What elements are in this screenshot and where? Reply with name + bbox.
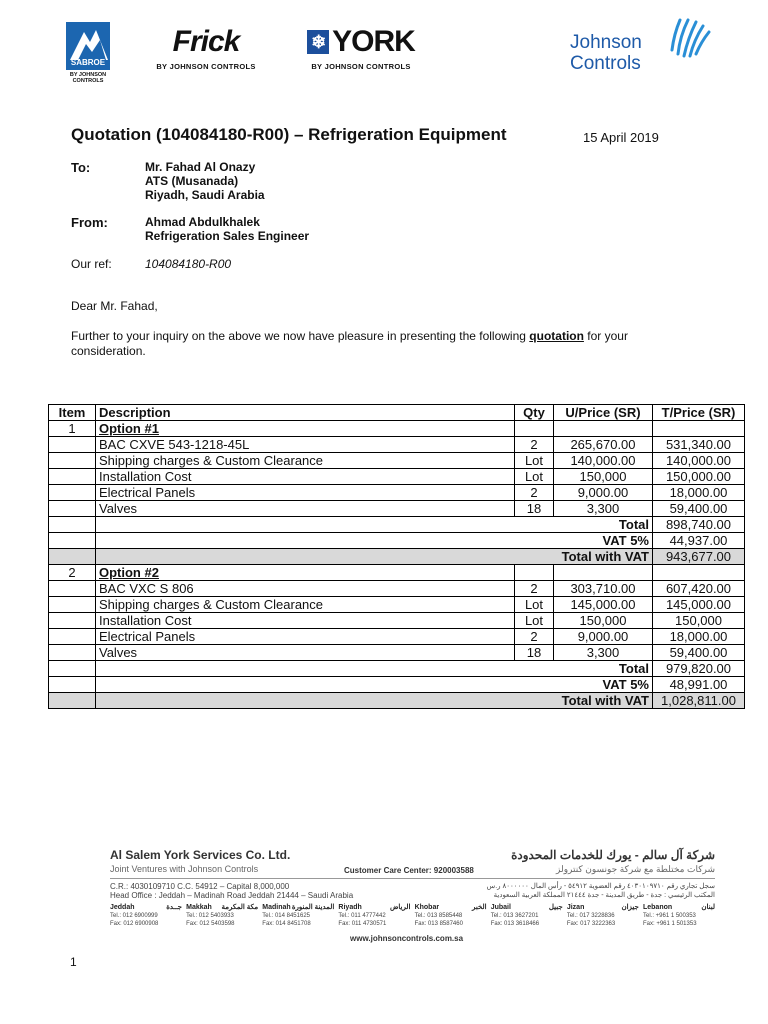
sabroe-word: SABROE xyxy=(70,58,106,67)
branch-jubail xyxy=(491,904,563,928)
subtotal-value: 979,820.00 xyxy=(653,661,745,677)
footer-cr-arabic: سجل تجاري رقم ٤٠٣٠١٠٩٧١٠ رقم العضوية ٥٤٩١٢ - رأس المال ٨٠٠٠٠٠٠ ر.س xyxy=(486,883,715,890)
to-line: Riyadh, Saudi Arabia xyxy=(145,188,265,202)
footer-jv-arabic: شركات مختلطة مع شركة جونسون كنترولز xyxy=(555,864,715,874)
row-description: Shipping charges & Custom Clearance xyxy=(96,453,515,469)
row-description: Electrical Panels xyxy=(96,629,515,645)
table-row xyxy=(49,581,745,597)
frick-sub: BY JOHNSON CONTROLS xyxy=(156,62,256,71)
intro-emphasis: quotation xyxy=(529,329,584,343)
row-qty: 2 xyxy=(515,437,554,453)
to-label: To: xyxy=(71,160,91,175)
snowflake-icon: ❄ xyxy=(307,30,329,54)
table-row xyxy=(49,469,745,485)
grand-total-row xyxy=(49,549,745,565)
vat-value: 44,937.00 xyxy=(653,533,745,549)
page-number: 1 xyxy=(70,955,77,969)
quotation-title: Quotation (104084180-R00) – Refrigeration Equipment xyxy=(71,125,507,144)
subtotal-row xyxy=(49,517,745,533)
branch-fax: Fax: 012 6900908 xyxy=(110,921,159,927)
row-qty: Lot xyxy=(515,453,554,469)
branch-tel: Tel.: 011 4777442 xyxy=(338,913,386,919)
footer-website-link[interactable]: www.johnsoncontrols.com.sa xyxy=(350,934,464,943)
row-total-price: 531,340.00 xyxy=(653,437,745,453)
footer-jv: Joint Ventures with Johnson Controls xyxy=(110,864,259,874)
footer-branches xyxy=(110,904,715,928)
row-qty: 18 xyxy=(515,645,554,661)
table-row xyxy=(49,501,745,517)
from-line: Ahmad Abdulkhalek xyxy=(145,215,260,229)
york-logo xyxy=(296,26,426,71)
branch-name-arabic: لبنان xyxy=(701,904,715,911)
col-total-price: T/Price (SR) xyxy=(653,405,745,421)
to-line: ATS (Musanada) xyxy=(145,174,239,188)
branch-tel: Tel.: +961 1 500353 xyxy=(642,913,696,919)
item-number: 2 xyxy=(49,565,96,581)
branch-fax: Fax: 013 3618466 xyxy=(490,921,540,927)
table-row xyxy=(49,613,745,629)
row-total-price: 18,000.00 xyxy=(653,485,745,501)
grand-total-value: 943,677.00 xyxy=(653,549,745,565)
vat-label: VAT 5% xyxy=(96,533,653,549)
salutation: Dear Mr. Fahad, xyxy=(71,299,158,313)
our-ref-label: Our ref: xyxy=(71,257,112,271)
row-description: Installation Cost xyxy=(96,613,515,629)
branch-name: Khobar xyxy=(414,904,440,911)
frick-name: Frick xyxy=(172,25,240,58)
row-unit-price: 150,000 xyxy=(554,613,653,629)
row-unit-price: 145,000.00 xyxy=(554,597,653,613)
table-row xyxy=(49,485,745,501)
row-unit-price: 3,300 xyxy=(554,645,653,661)
to-line: Mr. Fahad Al Onazy xyxy=(145,160,256,174)
row-total-price: 59,400.00 xyxy=(653,645,745,661)
branch-khobar xyxy=(415,904,487,928)
row-unit-price: 303,710.00 xyxy=(554,581,653,597)
york-sub: BY JOHNSON CONTROLS xyxy=(311,62,411,71)
branch-madinah xyxy=(262,904,334,928)
row-qty: 2 xyxy=(515,485,554,501)
branch-tel: Tel.: 014 8451625 xyxy=(262,913,310,919)
table-row xyxy=(49,437,745,453)
our-ref-value: 104084180-R00 xyxy=(145,257,232,271)
row-total-price: 145,000.00 xyxy=(653,597,745,613)
row-description: Valves xyxy=(96,501,515,517)
option-row xyxy=(49,565,745,581)
branch-name-arabic: المدينة المنورة xyxy=(291,904,335,911)
row-qty: Lot xyxy=(515,613,554,629)
option-row xyxy=(49,421,745,437)
branch-riyadh xyxy=(338,904,410,928)
quotation-table xyxy=(48,404,745,709)
footer-head-office-arabic: المكتب الرئيسي : جدة - طريق المدينة - جدة ٢١٤٤٤ المملكة العربية السعودية xyxy=(493,892,715,899)
col-unit-price: U/Price (SR) xyxy=(554,405,653,421)
option-title: Option #1 xyxy=(96,421,515,437)
branch-tel: Tel.: 013 8585448 xyxy=(414,913,463,919)
row-description: Valves xyxy=(96,645,515,661)
row-qty: 2 xyxy=(515,581,554,597)
sabroe-sub: BY JOHNSON CONTROLS xyxy=(69,72,107,84)
footer-company-arabic: شركة آل سالم - يورك للخدمات المحدودة xyxy=(511,848,715,862)
branch-name-arabic: جبيل xyxy=(548,904,563,911)
sabroe-logo xyxy=(66,22,110,90)
row-qty: 18 xyxy=(515,501,554,517)
branch-tel: Tel.: 012 6900999 xyxy=(110,913,158,919)
branch-name: Jizan xyxy=(566,904,585,911)
row-qty: Lot xyxy=(515,469,554,485)
table-row xyxy=(49,645,745,661)
row-qty: Lot xyxy=(515,597,554,613)
footer-company: Al Salem York Services Co. Ltd. xyxy=(110,848,291,862)
branch-jizan xyxy=(567,904,639,928)
row-unit-price: 140,000.00 xyxy=(554,453,653,469)
row-unit-price: 3,300 xyxy=(554,501,653,517)
jci-line1: Johnson xyxy=(570,32,642,53)
option-title: Option #2 xyxy=(96,565,515,581)
intro-before: Further to your inquiry on the above we now have pleasure in presenting the following xyxy=(71,329,530,343)
branch-fax: Fax: 012 5403598 xyxy=(186,921,235,927)
vat-label: VAT 5% xyxy=(96,677,653,693)
item-number: 1 xyxy=(49,421,96,437)
footer-cr: C.R.: 4030109710 C.C. 54912 – Capital 8,000,000 xyxy=(110,882,290,891)
branch-name: Makkah xyxy=(186,904,212,911)
col-item: Item xyxy=(49,405,96,421)
footer-care-center: Customer Care Center: 920003588 xyxy=(344,866,474,875)
row-total-price: 18,000.00 xyxy=(653,629,745,645)
jci-wave-icon xyxy=(666,14,714,66)
footer-divider xyxy=(110,878,715,879)
branch-jeddah xyxy=(110,904,182,928)
from-label: From: xyxy=(71,215,108,230)
branch-name: Jubail xyxy=(490,904,511,911)
york-name: YORK xyxy=(332,25,415,58)
row-total-price: 59,400.00 xyxy=(653,501,745,517)
branch-tel: Tel.: 012 5403933 xyxy=(186,913,234,919)
logo-bar xyxy=(0,20,768,90)
row-description: BAC CXVE 543-1218-45L xyxy=(96,437,515,453)
vat-row xyxy=(49,677,745,693)
grand-total-value: 1,028,811.00 xyxy=(653,693,745,709)
subtotal-value: 898,740.00 xyxy=(653,517,745,533)
table-row xyxy=(49,453,745,469)
branch-tel: Tel.: 013 3627201 xyxy=(490,913,539,919)
subtotal-label: Total xyxy=(96,661,653,677)
branch-fax: Fax: +961 1 501353 xyxy=(642,921,697,927)
row-total-price: 150,000 xyxy=(653,613,745,629)
from-block xyxy=(145,215,309,243)
jci-line2: Controls xyxy=(570,53,641,74)
row-qty: 2 xyxy=(515,629,554,645)
letterhead-footer xyxy=(110,846,715,946)
row-unit-price: 9,000.00 xyxy=(554,485,653,501)
branch-name: Madinah xyxy=(262,904,291,911)
row-description: Electrical Panels xyxy=(96,485,515,501)
branch-makkah xyxy=(186,904,258,928)
branch-name-arabic: جيزان xyxy=(621,904,639,911)
table-header-row xyxy=(49,405,745,421)
branch-fax: Fax: 014 8451708 xyxy=(262,921,311,927)
branch-fax: Fax: 017 3222363 xyxy=(566,921,616,927)
row-total-price: 150,000.00 xyxy=(653,469,745,485)
frick-logo xyxy=(150,26,262,71)
table-row xyxy=(49,629,745,645)
col-qty: Qty xyxy=(515,405,554,421)
branch-name: Riyadh xyxy=(338,904,362,911)
row-unit-price: 9,000.00 xyxy=(554,629,653,645)
branch-name-arabic: جــدة xyxy=(166,904,182,911)
intro-paragraph xyxy=(71,329,691,359)
row-total-price: 607,420.00 xyxy=(653,581,745,597)
row-total-price: 140,000.00 xyxy=(653,453,745,469)
row-description: Installation Cost xyxy=(96,469,515,485)
branch-name-arabic: الرياض xyxy=(389,904,411,911)
branch-lebanon xyxy=(643,904,715,928)
branch-fax: Fax: 011 4730571 xyxy=(338,921,387,927)
subtotal-label: Total xyxy=(96,517,653,533)
branch-name-arabic: مكة المكرمة xyxy=(221,904,259,911)
grand-total-label: Total with VAT xyxy=(96,549,653,565)
row-description: BAC VXC S 806 xyxy=(96,581,515,597)
intro-after: for your consideration. xyxy=(71,329,628,358)
vat-row xyxy=(49,533,745,549)
to-block xyxy=(145,160,265,202)
table-row xyxy=(49,597,745,613)
sabroe-mountain-icon xyxy=(66,22,110,62)
johnson-controls-logo xyxy=(566,20,716,84)
row-unit-price: 265,670.00 xyxy=(554,437,653,453)
branch-fax: Fax: 013 8587460 xyxy=(414,921,463,927)
vat-value: 48,991.00 xyxy=(653,677,745,693)
row-description: Shipping charges & Custom Clearance xyxy=(96,597,515,613)
quotation-date: 15 April 2019 xyxy=(583,130,659,145)
from-line: Refrigeration Sales Engineer xyxy=(145,229,310,243)
subtotal-row xyxy=(49,661,745,677)
col-description: Description xyxy=(96,405,515,421)
grand-total-row xyxy=(49,693,745,709)
branch-name: Lebanon xyxy=(642,904,673,911)
footer-head-office: Head Office : Jeddah – Madinah Road Jeddah 21444 – Saudi Arabia xyxy=(110,891,354,900)
grand-total-label: Total with VAT xyxy=(96,693,653,709)
branch-name-arabic: الخبر xyxy=(471,904,487,911)
row-unit-price: 150,000 xyxy=(554,469,653,485)
branch-tel: Tel.: 017 3228836 xyxy=(566,913,615,919)
branch-name: Jeddah xyxy=(110,904,135,911)
